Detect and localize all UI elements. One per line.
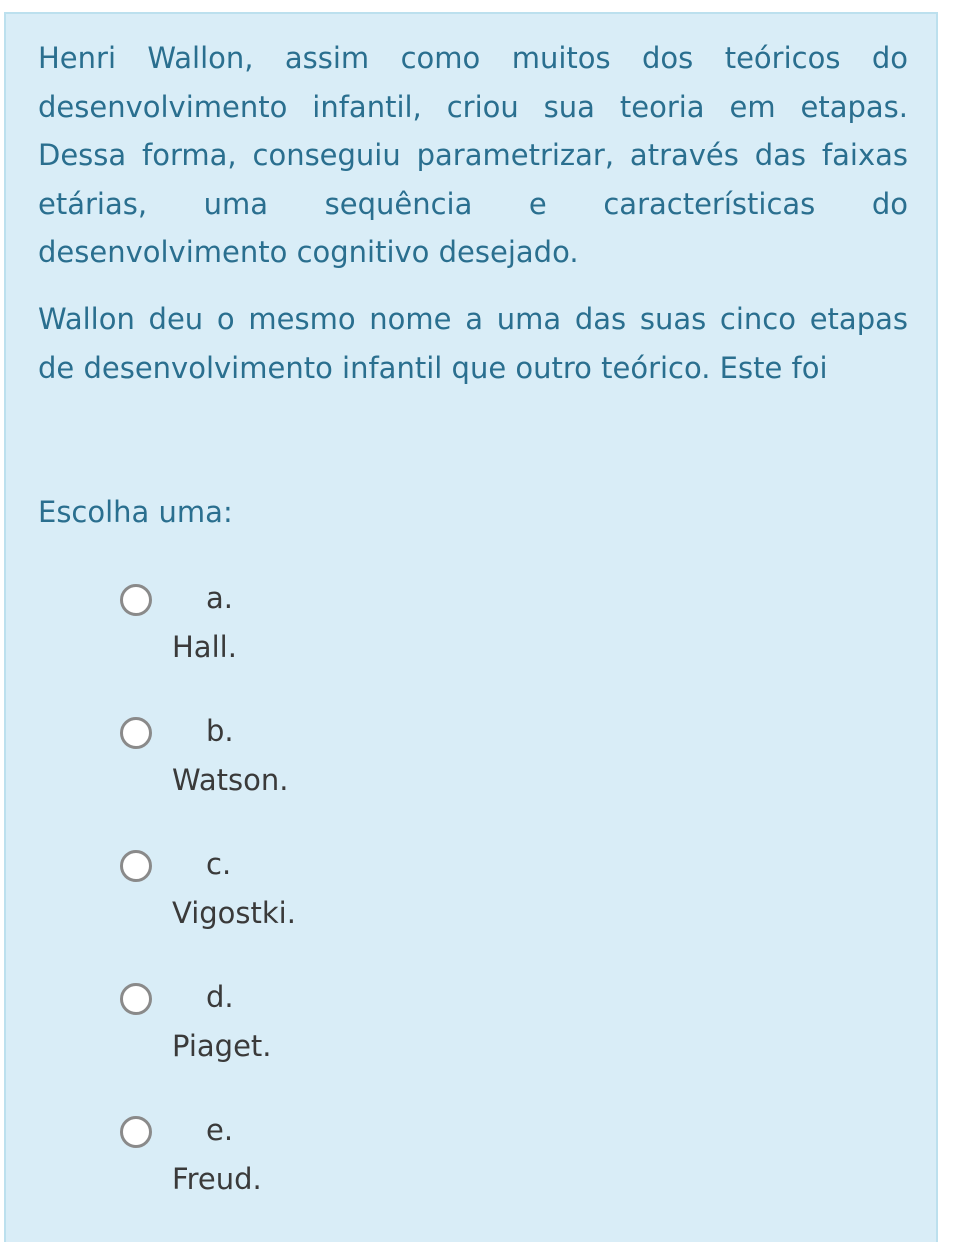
answer-option-d[interactable] — [6, 971, 936, 1091]
option-letter-b: b. — [206, 714, 234, 748]
choose-one-label: Escolha uma: — [38, 495, 233, 529]
option-letter-d: d. — [206, 980, 234, 1014]
option-letter-c: c. — [206, 847, 232, 881]
option-letter-e: e. — [206, 1113, 234, 1147]
radio-button-d[interactable] — [120, 983, 152, 1015]
answer-option-c[interactable] — [6, 838, 936, 958]
answer-option-b[interactable] — [6, 705, 936, 825]
answer-option-a[interactable] — [6, 572, 936, 692]
question-text-paragraph-2: Wallon deu o mesmo nome a uma das suas cinco etapas de desenvolvimento infantil que outro teórico. Este foi — [38, 302, 908, 385]
option-text-d[interactable]: Piaget. — [172, 1029, 272, 1063]
option-letter-a: a. — [206, 581, 233, 615]
radio-button-b[interactable] — [120, 717, 152, 749]
radio-button-c[interactable] — [120, 850, 152, 882]
option-text-e[interactable]: Freud. — [172, 1162, 262, 1196]
question-panel — [4, 12, 938, 1242]
radio-button-a[interactable] — [120, 584, 152, 616]
option-text-a[interactable]: Hall. — [172, 630, 237, 664]
answer-option-e[interactable] — [6, 1104, 936, 1224]
question-text-paragraph-1: Henri Wallon, assim como muitos dos teóricos do desenvolvimento infantil, criou sua teoria em etapas. Dessa forma, conseguiu parametrizar, através das faixas etárias, uma sequência e características do desenvolvimento cognitivo desejado. — [38, 41, 908, 269]
radio-button-e[interactable] — [120, 1116, 152, 1148]
option-text-c[interactable]: Vigostki. — [172, 896, 296, 930]
option-text-b[interactable]: Watson. — [172, 763, 289, 797]
